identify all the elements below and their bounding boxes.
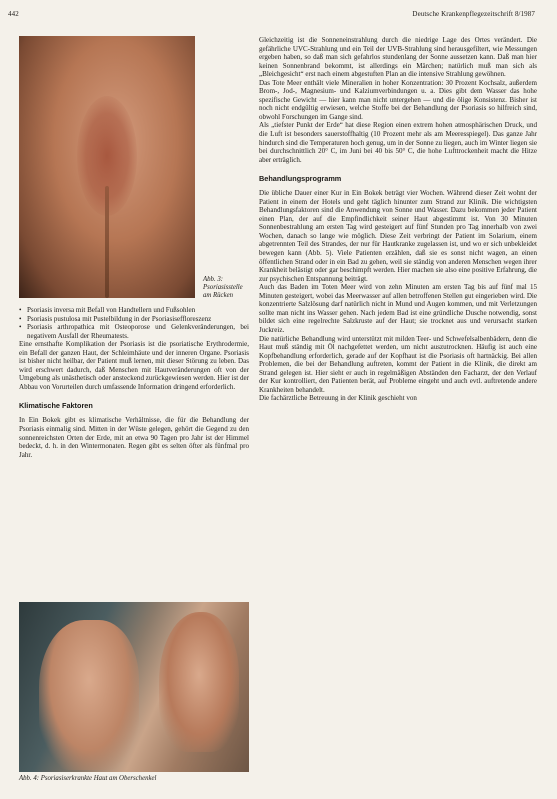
page-number: 442 xyxy=(8,10,19,18)
psoriasis-forms-list xyxy=(19,306,249,340)
hand-shape xyxy=(39,620,139,770)
hand-shape xyxy=(159,612,239,752)
figure-4 xyxy=(19,602,249,783)
paragraph-cure-duration: Die übliche Dauer einer Kur in Ein Bokek beträgt vier Wochen. Während dieser Zeit wohnt der Patient in einem der Hotels und geht täglich hinunter zum Strand zur Klinik. Die wichtigsten Behandlungsfaktoren sind die Anwendung von Sonne und Wasser. Dazu bekommen jeder Patient einen Plan, der auf die Empfindlichkeit seiner Haut abgestimmt ist. Von 30 Minuten Sonnenbestrahlung am ersten Tag wird gesteigert auf fünf Stunden pro Tag innerhalb von zwei Wochen, danach so lange wie möglich. Diese Zeit verbringt der Patient im Solarium, einem abgetrennten Teil des Strandes, der nur für Hautkranke zugelassen ist, und wo er sich unbekleidet bewegen kann (Abb. 5). Viele Patienten erzählen, daß sie es sonst nicht wagen, an einen öffentlichen Strand oder in ein Bad zu gehen, weil sie ständig von anderen Menschen wegen ihrer Krankheit belästigt oder gar beschimpft werden. Hier machen sie also eine positive Erfahrung, die zur psychischen Entspannung beiträgt. xyxy=(259,189,537,283)
figure-3-caption: Abb. 3: Psoriasisstelle am Rücken xyxy=(203,276,243,299)
heading-climatic-factors: Klimatische Faktoren xyxy=(19,401,93,411)
list-item: • Psoriasis pustulosa mit Pustelbildung in der Psoriasiseffloreszenz xyxy=(19,315,249,324)
list-item: • Psoriasis arthropathica mit Osteoporose und Gelenkveränderungen, bei negativem Ausfall der Rheumatests. xyxy=(19,323,249,340)
spine-shadow xyxy=(105,186,109,298)
right-column xyxy=(259,36,537,403)
list-item: • Psoriasis inversa mit Befall von Handtellern und Fußsohlen xyxy=(19,306,249,315)
paragraph-clinic: Die fachärztliche Betreuung in der Klinik geschieht von xyxy=(259,394,417,403)
paragraph-pressure: Als „tiefster Punkt der Erde“ hat diese Region einen extrem hohen atmosphärischen Druck, und die Luft ist besonders sauerstoffhaltig (10 Prozent mehr als am Meeresspiegel). Das ganze Jahr hindurch sind die Temperaturen hoch genug, um in der Sonne zu liegen, auch im Winter liegen sie bei durchschnittlich 20° C, im Juni bei 40 bis 50° C, die hohe Lufttrockenheit macht die Hitze aber erträglich. xyxy=(259,121,537,164)
back-psoriasis-photo xyxy=(19,36,195,298)
paragraph-complications: Eine ernsthafte Komplikation der Psoriasis ist die psoriatische Erythrodermie, ein Befall der ganzen Haut, der Schleimhäute und der inneren Organe. Psoriasis ist bisher nicht heilbar, der Patient muß lernen, mit dieser Störung zu leben. Das wird erschwert dadurch, daß Menschen mit Hautveränderungen oft von der Umgebung als unästhetisch oder ansteckend zurückgewiesen werden. Hier ist der Abbau von Vorurteilen durch umfassende Information dringend erforderlich. xyxy=(19,340,249,391)
thigh-psoriasis-photo xyxy=(19,602,249,772)
paragraph-natural-treatment: Die natürliche Behandlung wird unterstützt mit milden Teer- und Schwefelsalbenbädern, denn die Haut muß ständig mit Öl nachgefettet werden, um nicht auszutrocknen. Häufig ist auch eine Kopfbehandlung erforderlich, gerade auf der Kopfhaut ist die Psoriasis oft hartnäckig. Bei allen Problemen, die bei der Behandlung auftreten, kommt der Patient in die Klinik, die direkt am Strand gelegen ist. Hier sieht er auch in regelmäßigen Abständen den Facharzt, der den Verlauf der Kur kontrolliert, den Patienten berät, auf Probleme eingeht und auch evtl. auftretende andere Krankheiten behandelt. xyxy=(259,334,537,394)
left-column xyxy=(19,36,249,459)
paragraph-dead-sea: Das Tote Meer enthält viele Mineralien in hoher Konzentration: 30 Prozent Kochsalz, außerdem Brom-, Jod-, Magnesium- und Kalziumverbindungen u. a. Dies gibt dem Wasser das hohe spezifische Gewicht — hier kann man nicht untergehen — und die ölige Konsistenz. Bisher ist noch nicht endgültig erwiesen, welche Stoffe bei der Behandlung der Psoriasis so hilfreich sind, obwohl Forschungen im Gange sind. xyxy=(259,78,537,121)
heading-treatment-program: Behandlungsprogramm xyxy=(259,174,342,184)
paragraph-bathing: Auch das Baden im Toten Meer wird von zehn Minuten am ersten Tag bis auf fünf mal 15 Minuten gesteigert, wobei das Meerwasser auf allen betroffenen Stellen gut eingerieben wird. Die konzentrierte Salzlösung darf natürlich nicht in Mund und Augen kommen, und mit Verletzungen sollte man nicht ins Wasser gehen. Nach jedem Bad ist eine gründliche Dusche notwendig, sonst bildet sich eine regelrechte Salzkruste auf der Haut; sie trocknet aus und verursacht starken Juckreiz. xyxy=(259,283,537,334)
figure-4-caption: Abb. 4: Psoriasiserkrankte Haut am Oberschenkel xyxy=(19,775,157,782)
figure-3 xyxy=(19,36,249,298)
paragraph-sun: Gleichzeitig ist die Sonneneinstrahlung durch die niedrige Lage des Ortes verändert. Die gefährliche UVC-Strahlung und ein Teil der UVB-Strahlung sind herausgefiltert, wie Messungen ergeben haben, so daß man sich gefahrlos stundenlang der Sonne aussetzen kann. Daß man hier keinen Sonnenbrand bekommt, ist allerdings ein Märchen; natürlich muß man sich als „Bleichgesicht“ erst nach einem abgestuften Plan an die intensive Strahlung gewöhnen. xyxy=(259,36,537,79)
journal-header: Deutsche Krankenpflegezeitschrift 8/1987 xyxy=(412,10,535,18)
paragraph-climate: In Ein Bokek gibt es klimatische Verhältnisse, die für die Behandlung der Psoriasis einmalig sind. Mitten in der Wüste gelegen, gehört die Gegend zu den sonnenreichsten Orten der Erde, mit an etwa 90 Tagen pro Jahr ist der Himmel bedeckt, d. h. in den Wintermonaten. Regen gibt es selten öfter als fünfmal pro Jahr. xyxy=(19,416,249,459)
